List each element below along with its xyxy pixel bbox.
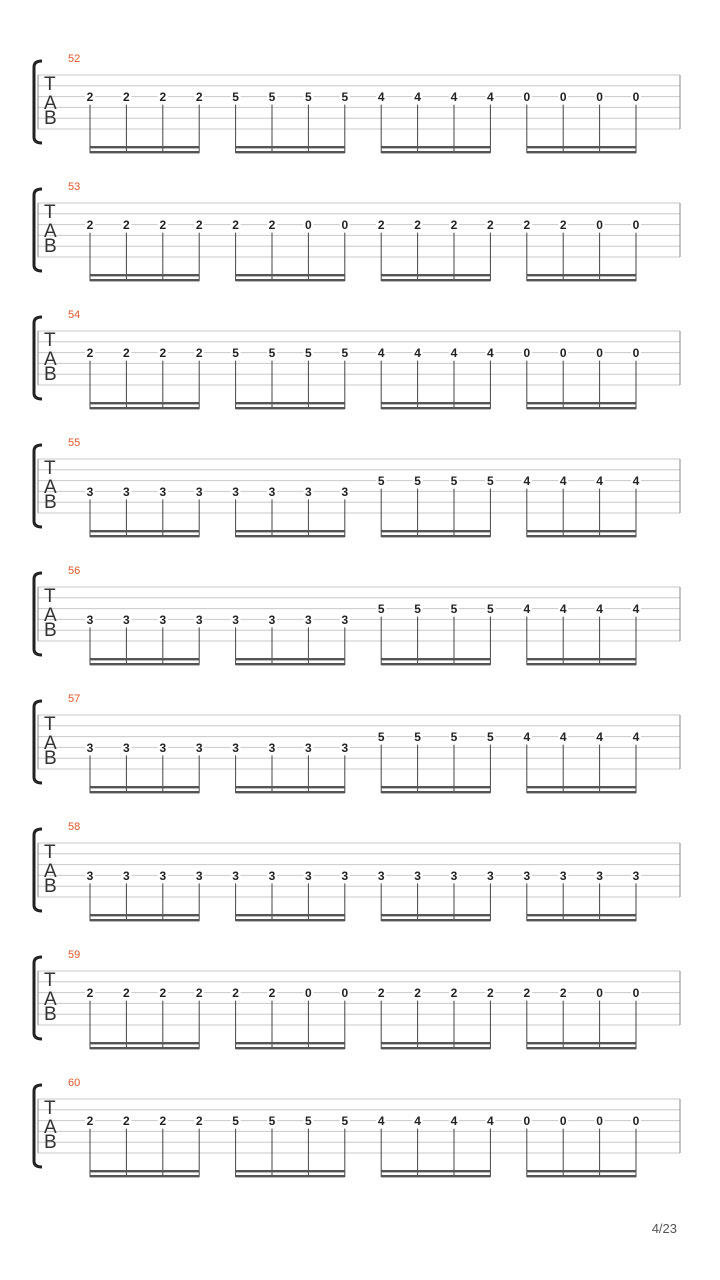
fret-number: 4	[632, 474, 640, 489]
beam	[90, 535, 199, 537]
beam	[381, 146, 490, 148]
fret-number: 3	[159, 484, 167, 499]
beam	[90, 146, 199, 148]
tab-clef-letter: B	[44, 492, 57, 513]
beam	[381, 1042, 490, 1044]
fret-number: 0	[305, 218, 312, 233]
measure-number: 57	[68, 693, 81, 705]
fret-number: 3	[414, 868, 421, 883]
fret-number: 2	[268, 218, 276, 233]
fret-number: 4	[377, 90, 385, 105]
beam	[90, 919, 199, 921]
fret-number: 0	[596, 90, 603, 105]
beam	[381, 407, 490, 409]
fret-number: 5	[268, 346, 276, 361]
fret-number: 4	[523, 602, 531, 617]
fret-number: 2	[86, 346, 94, 361]
fret-number: 5	[487, 602, 494, 617]
fret-number: 2	[86, 986, 94, 1001]
tab-clef-letter: A	[44, 861, 57, 882]
tab-system	[34, 1077, 680, 1177]
fret-number: 2	[523, 986, 531, 1001]
measure-number: 52	[68, 53, 81, 65]
fret-number: 3	[86, 740, 94, 755]
fret-number: 2	[414, 218, 421, 233]
fret-number: 0	[596, 986, 603, 1001]
beam	[527, 279, 636, 281]
fret-number: 5	[377, 602, 385, 617]
fret-number: 5	[377, 730, 385, 745]
fret-number: 3	[232, 740, 239, 755]
tab-clef-letter: A	[44, 93, 57, 114]
beam	[381, 1170, 490, 1172]
beam	[90, 1042, 199, 1044]
fret-number: 3	[305, 612, 312, 627]
fret-number: 5	[341, 346, 349, 361]
fret-number: 3	[123, 612, 130, 627]
beam	[527, 1047, 636, 1049]
fret-number: 5	[268, 90, 276, 105]
fret-number: 4	[523, 730, 531, 745]
tab-clef-letter: T	[44, 458, 56, 479]
fret-number: 0	[632, 986, 640, 1001]
fret-number: 3	[159, 612, 167, 627]
fret-number: 3	[377, 868, 385, 883]
beam	[527, 914, 636, 916]
tab-system	[34, 309, 680, 409]
beam	[90, 1047, 199, 1049]
beam	[236, 919, 345, 921]
tab-clef-letter: B	[44, 1004, 57, 1025]
fret-number: 4	[487, 90, 494, 105]
fret-number: 0	[632, 346, 640, 361]
tab-clef-letter: A	[44, 221, 57, 242]
tab-clef-letter: B	[44, 108, 57, 129]
beam	[381, 402, 490, 404]
fret-number: 4	[377, 1114, 385, 1129]
fret-number: 2	[86, 1114, 94, 1129]
beam	[90, 1170, 199, 1172]
fret-number: 2	[232, 986, 239, 1001]
tab-clef-letter: A	[44, 477, 57, 498]
fret-number: 3	[341, 740, 349, 755]
beam	[236, 402, 345, 404]
fret-number: 2	[123, 1114, 130, 1129]
fret-number: 3	[305, 868, 312, 883]
beam	[381, 786, 490, 788]
tab-clef-letter: A	[44, 733, 57, 754]
fret-number: 5	[414, 474, 421, 489]
beam	[90, 1175, 199, 1177]
fret-number: 0	[596, 1114, 603, 1129]
tab-clef-letter: B	[44, 236, 57, 257]
fret-number: 5	[450, 474, 458, 489]
fret-number: 4	[596, 602, 603, 617]
beam	[527, 658, 636, 660]
tab-clef-letter: T	[44, 586, 56, 607]
beam	[381, 1047, 490, 1049]
fret-number: 0	[523, 1114, 531, 1129]
beam	[90, 658, 199, 660]
fret-number: 3	[305, 740, 312, 755]
tab-system	[34, 437, 680, 537]
beam	[90, 791, 199, 793]
fret-number: 3	[195, 484, 203, 499]
beam	[90, 786, 199, 788]
fret-number: 2	[268, 986, 276, 1001]
fret-number: 4	[632, 602, 640, 617]
beam	[236, 530, 345, 532]
tab-clef-letter: T	[44, 202, 56, 223]
fret-number: 2	[232, 218, 239, 233]
tab-clef-letter: A	[44, 1117, 57, 1138]
tab-system	[34, 565, 680, 665]
fret-number: 3	[123, 484, 130, 499]
fret-number: 5	[232, 90, 239, 105]
fret-number: 5	[487, 730, 494, 745]
beam	[236, 407, 345, 409]
tab-system	[34, 949, 680, 1049]
tab-clef-letter: T	[44, 714, 56, 735]
fret-number: 2	[195, 346, 203, 361]
fret-number: 0	[341, 218, 349, 233]
beam	[527, 530, 636, 532]
fret-number: 3	[632, 868, 640, 883]
beam	[381, 914, 490, 916]
fret-number: 2	[450, 218, 458, 233]
fret-number: 3	[341, 868, 349, 883]
beam	[90, 530, 199, 532]
fret-number: 3	[232, 484, 239, 499]
fret-number: 0	[523, 90, 531, 105]
fret-number: 2	[195, 1114, 203, 1129]
fret-number: 2	[123, 218, 130, 233]
tab-clef-letter: T	[44, 330, 56, 351]
beam	[236, 663, 345, 665]
beam	[236, 535, 345, 537]
beam	[236, 786, 345, 788]
beam	[236, 1175, 345, 1177]
fret-number: 4	[596, 730, 603, 745]
beam	[527, 663, 636, 665]
fret-number: 0	[559, 1114, 567, 1129]
fret-number: 2	[86, 90, 94, 105]
beam	[236, 146, 345, 148]
beam	[90, 402, 199, 404]
fret-number: 2	[414, 986, 421, 1001]
fret-number: 5	[341, 1114, 349, 1129]
measure-number: 60	[68, 1077, 81, 1089]
fret-number: 3	[305, 484, 312, 499]
tab-clef-letter: B	[44, 1132, 57, 1153]
fret-number: 3	[123, 868, 130, 883]
tab-clef-letter: T	[44, 842, 56, 863]
fret-number: 5	[232, 346, 239, 361]
beam	[90, 151, 199, 153]
measure-number: 55	[68, 437, 81, 449]
beam	[381, 535, 490, 537]
beam	[527, 146, 636, 148]
beam	[236, 279, 345, 281]
fret-number: 3	[559, 868, 567, 883]
fret-number: 3	[523, 868, 531, 883]
fret-number: 5	[414, 730, 421, 745]
fret-number: 2	[450, 986, 458, 1001]
fret-number: 3	[268, 484, 276, 499]
fret-number: 2	[159, 986, 167, 1001]
tab-clef-letter: T	[44, 1098, 56, 1119]
fret-number: 0	[305, 986, 312, 1001]
beam	[236, 658, 345, 660]
fret-number: 0	[596, 346, 603, 361]
fret-number: 2	[523, 218, 531, 233]
beam	[236, 1047, 345, 1049]
fret-number: 0	[632, 90, 640, 105]
fret-number: 4	[559, 474, 567, 489]
beam	[381, 530, 490, 532]
tab-clef-letter: A	[44, 989, 57, 1010]
fret-number: 2	[377, 218, 385, 233]
measure-number: 59	[68, 949, 81, 961]
fret-number: 2	[159, 346, 167, 361]
beam	[381, 279, 490, 281]
beam	[236, 151, 345, 153]
fret-number: 0	[632, 218, 640, 233]
beam	[527, 786, 636, 788]
fret-number: 2	[86, 218, 94, 233]
fret-number: 2	[559, 986, 567, 1001]
fret-number: 2	[195, 90, 203, 105]
fret-number: 0	[596, 218, 603, 233]
fret-number: 3	[268, 612, 276, 627]
beam	[381, 151, 490, 153]
beam	[236, 791, 345, 793]
fret-number: 5	[487, 474, 494, 489]
beam	[527, 274, 636, 276]
fret-number: 2	[159, 1114, 167, 1129]
fret-number: 3	[86, 484, 94, 499]
fret-number: 2	[195, 218, 203, 233]
measure-number: 54	[68, 309, 81, 321]
fret-number: 3	[86, 612, 94, 627]
fret-number: 0	[632, 1114, 640, 1129]
beam	[90, 274, 199, 276]
beam	[90, 279, 199, 281]
fret-number: 3	[232, 868, 239, 883]
fret-number: 0	[341, 986, 349, 1001]
fret-number: 0	[559, 346, 567, 361]
tab-clef-letter: T	[44, 74, 56, 95]
fret-number: 5	[414, 602, 421, 617]
beam	[236, 1170, 345, 1172]
fret-number: 3	[123, 740, 130, 755]
tab-clef-letter: B	[44, 364, 57, 385]
fret-number: 3	[268, 740, 276, 755]
fret-number: 3	[86, 868, 94, 883]
page-number: 4/23	[651, 1221, 677, 1236]
beam	[527, 1170, 636, 1172]
beam	[381, 791, 490, 793]
tab-system	[34, 53, 680, 153]
beam	[527, 1042, 636, 1044]
beam	[527, 407, 636, 409]
beam	[527, 402, 636, 404]
fret-number: 5	[268, 1114, 276, 1129]
fret-number: 3	[268, 868, 276, 883]
tab-system	[34, 693, 680, 793]
fret-number: 5	[305, 346, 312, 361]
beam	[236, 914, 345, 916]
beam	[381, 1175, 490, 1177]
fret-number: 5	[232, 1114, 239, 1129]
fret-number: 2	[377, 986, 385, 1001]
fret-number: 4	[450, 346, 458, 361]
fret-number: 3	[341, 484, 349, 499]
tab-clef-letter: B	[44, 876, 57, 897]
fret-number: 5	[341, 90, 349, 105]
beam	[527, 1175, 636, 1177]
measure-number: 53	[68, 181, 81, 193]
fret-number: 2	[123, 346, 130, 361]
beam	[381, 274, 490, 276]
fret-number: 4	[596, 474, 603, 489]
fret-number: 3	[195, 868, 203, 883]
tab-clef-letter: T	[44, 970, 56, 991]
fret-number: 3	[232, 612, 239, 627]
beam	[527, 151, 636, 153]
tab-clef-letter: A	[44, 605, 57, 626]
fret-number: 3	[195, 612, 203, 627]
fret-number: 2	[123, 90, 130, 105]
fret-number: 3	[450, 868, 458, 883]
fret-number: 4	[377, 346, 385, 361]
tab-system	[34, 821, 680, 921]
beam	[236, 1042, 345, 1044]
fret-number: 5	[450, 602, 458, 617]
fret-number: 5	[305, 90, 312, 105]
beam	[381, 919, 490, 921]
tab-clef-letter: B	[44, 620, 57, 641]
beam	[90, 407, 199, 409]
beam	[90, 914, 199, 916]
fret-number: 2	[159, 90, 167, 105]
fret-number: 2	[159, 218, 167, 233]
beam	[90, 663, 199, 665]
fret-number: 3	[487, 868, 494, 883]
fret-number: 2	[123, 986, 130, 1001]
fret-number: 3	[596, 868, 603, 883]
beam	[236, 274, 345, 276]
fret-number: 4	[414, 346, 421, 361]
fret-number: 5	[377, 474, 385, 489]
fret-number: 4	[523, 474, 531, 489]
measure-number: 56	[68, 565, 81, 577]
fret-number: 2	[195, 986, 203, 1001]
fret-number: 5	[305, 1114, 312, 1129]
fret-number: 2	[487, 218, 494, 233]
beam	[527, 791, 636, 793]
fret-number: 4	[414, 90, 421, 105]
beam	[527, 535, 636, 537]
fret-number: 4	[487, 346, 494, 361]
fret-number: 3	[159, 868, 167, 883]
tab-clef-letter: A	[44, 349, 57, 370]
fret-number: 3	[195, 740, 203, 755]
beam	[381, 658, 490, 660]
fret-number: 4	[632, 730, 640, 745]
measure-number: 58	[68, 821, 81, 833]
fret-number: 4	[487, 1114, 494, 1129]
fret-number: 5	[450, 730, 458, 745]
fret-number: 4	[450, 1114, 458, 1129]
fret-number: 2	[559, 218, 567, 233]
beam	[527, 919, 636, 921]
fret-number: 4	[450, 90, 458, 105]
fret-number: 4	[559, 602, 567, 617]
beam	[381, 663, 490, 665]
fret-number: 0	[559, 90, 567, 105]
fret-number: 3	[341, 612, 349, 627]
fret-number: 4	[414, 1114, 421, 1129]
tab-clef-letter: B	[44, 748, 57, 769]
fret-number: 2	[487, 986, 494, 1001]
tab-system	[34, 181, 680, 281]
fret-number: 3	[159, 740, 167, 755]
fret-number: 4	[559, 730, 567, 745]
fret-number: 0	[523, 346, 531, 361]
